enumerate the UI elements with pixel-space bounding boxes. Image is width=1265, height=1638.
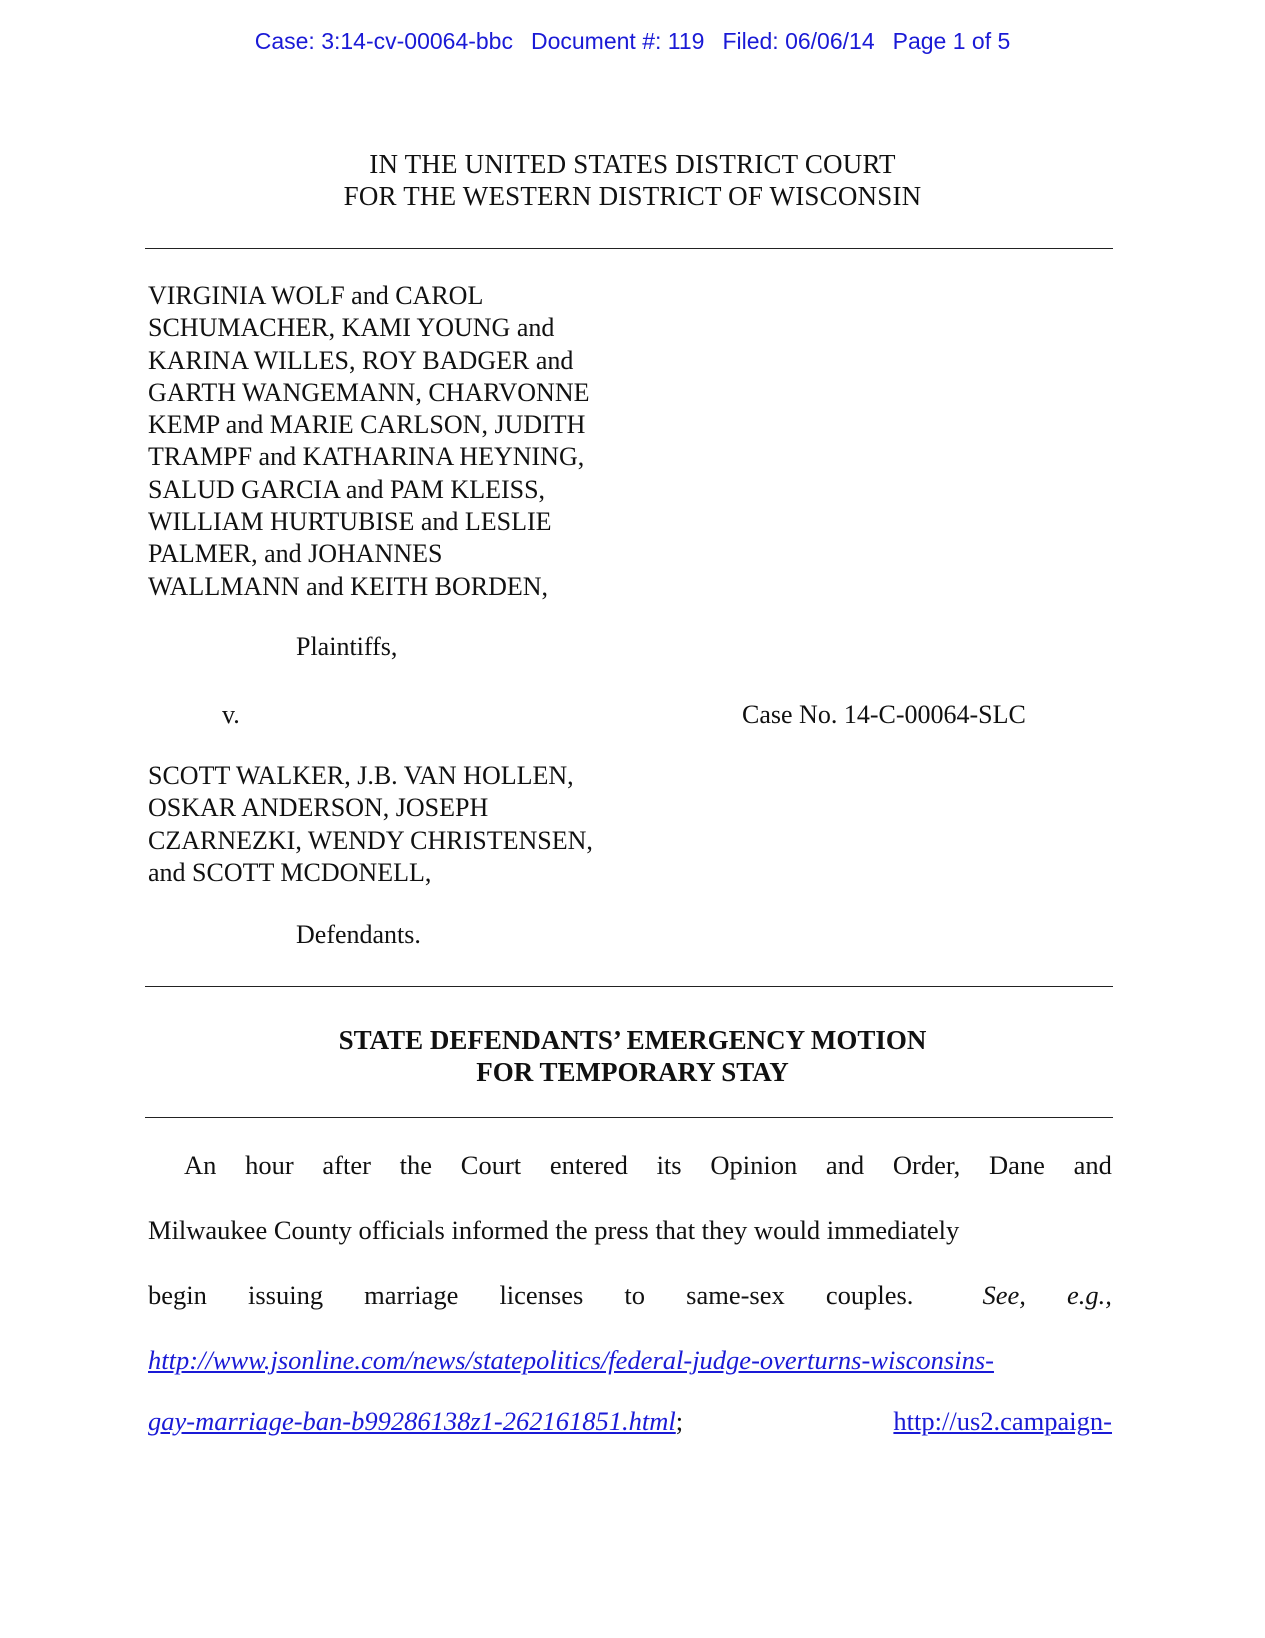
- divider-middle: [145, 986, 1113, 987]
- divider-bottom: [145, 1117, 1113, 1118]
- motion-title: [0, 1024, 1265, 1088]
- plaintiff-names: VIRGINIA WOLF and CAROL SCHUMACHER, KAMI YOUNG and KARINA WILLES, ROY BADGER and GARTH WANGEMANN, CHARVONNE KEMP and MARIE CARLSON, JUDITH TRAMPF and KATHARINA HEYNING, SALUD GARCIA and PAM KLEISS, WILLIAM HURTUBISE and LESLIE PALMER, and JOHANNES WALLMANN and KEITH BORDEN,: [148, 281, 590, 601]
- motion-title-line1: STATE DEFENDANTS’ EMERGENCY MOTION: [338, 1025, 927, 1055]
- case-number: Case No. 14-C-00064-SLC: [742, 700, 1026, 729]
- body-line-4: [148, 1328, 1112, 1393]
- defendants-role: Defendants.: [296, 920, 421, 949]
- body-line-1: An hour after the Court entered its Opinion and Order, Dane and: [184, 1150, 1112, 1180]
- court-title-line2: FOR THE WESTERN DISTRICT OF WISCONSIN: [343, 181, 922, 211]
- court-title-line1: IN THE UNITED STATES DISTRICT COURT: [369, 149, 896, 179]
- defendant-names: SCOTT WALKER, J.B. VAN HOLLEN, OSKAR ANDERSON, JOSEPH CZARNEZKI, WENDY CHRISTENSEN, and SCOTT MCDONELL,: [148, 761, 593, 887]
- plaintiffs-role: Plaintiffs,: [296, 632, 398, 661]
- filed-date-stamp: Filed: 06/06/14: [722, 28, 875, 54]
- page-count-stamp: Page 1 of 5: [892, 28, 1011, 54]
- ecf-header-stamp: [0, 28, 1265, 55]
- document-number-stamp: Document #: 119: [530, 28, 705, 54]
- versus-label: v.: [222, 700, 240, 729]
- campaign-link[interactable]: http://us2.campaign-: [893, 1406, 1112, 1436]
- jsonline-link-part2[interactable]: gay-marriage-ban-b99286138z1-262161851.html: [148, 1406, 676, 1436]
- body-line-2: Milwaukee County officials informed the press that they would immediately: [148, 1215, 960, 1245]
- divider-top: [145, 248, 1113, 249]
- body-line-5: gay-marriage-ban-b99286138z1-262161851.html; http://us2.campaign-: [148, 1389, 1112, 1454]
- case-stamp: Case: 3:14-cv-00064-bbc: [254, 28, 513, 54]
- jsonline-link-part1[interactable]: http://www.jsonline.com/news/statepolitics/federal-judge-overturns-wisconsins-: [148, 1345, 994, 1375]
- body-line-3: begin issuing marriage licenses to same-sex couples. See, e.g.,: [148, 1280, 1112, 1310]
- court-title: [0, 148, 1265, 212]
- body-paragraph: [148, 1133, 1112, 1454]
- motion-title-line2: FOR TEMPORARY STAY: [476, 1057, 789, 1087]
